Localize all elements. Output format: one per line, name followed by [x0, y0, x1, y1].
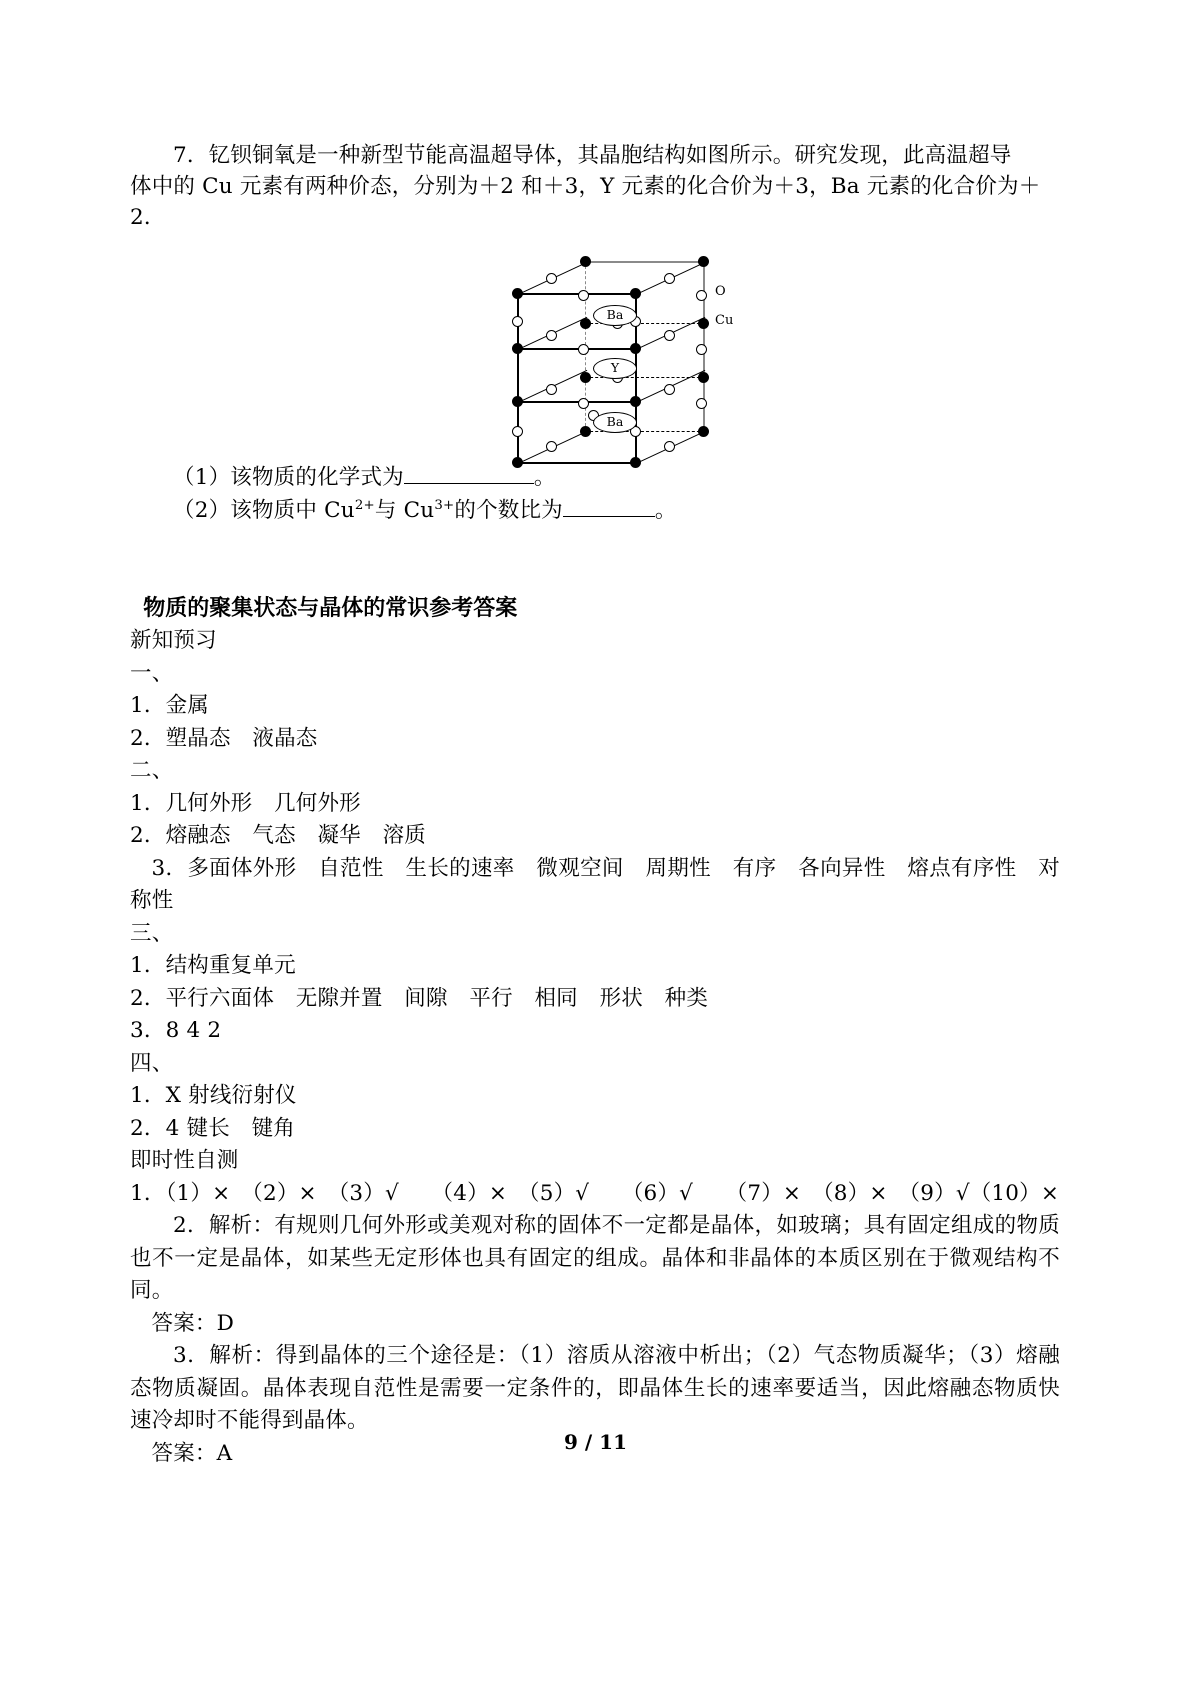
sub-question-2-prefix: （2）该物质中 Cu	[173, 498, 355, 523]
atom-o	[664, 384, 675, 395]
answers-section-label: 新知预习	[130, 628, 217, 653]
atom-cu	[580, 426, 591, 437]
atom-o	[696, 344, 707, 355]
atom-o	[546, 441, 557, 452]
answer-line: 答案：D	[151, 1310, 235, 1336]
atom-o	[578, 344, 589, 355]
answer-line: 3．多面体外形 自范性 生长的速率 微观空间 周期性 有序 各向异性 熔点有序性 对称性	[130, 855, 1060, 913]
answer-line: 1．X 射线衍射仪	[130, 1083, 297, 1108]
sub-question-2-sup-1: 2+	[354, 497, 375, 513]
cell-label-ba-top: Ba	[593, 305, 637, 326]
atom-cu	[698, 426, 709, 437]
atom-o	[546, 273, 557, 284]
sub-question-1-blank[interactable]	[404, 483, 534, 484]
atom-cu	[512, 288, 523, 299]
sub-question-1-prefix: （1）该物质的化学式为	[173, 465, 404, 490]
atom-o	[546, 384, 557, 395]
atom-cu	[512, 343, 523, 354]
atom-o	[664, 273, 675, 284]
page-footer	[0, 1430, 1191, 1454]
sub-questions-block	[130, 461, 1060, 527]
unit-cell-diagram	[475, 243, 734, 443]
question-7-line-3: 2．	[130, 205, 166, 230]
sub-question-1	[130, 461, 1060, 494]
answer-line: 二、	[130, 758, 174, 783]
answer-line: 2．平行六面体 无隙并置 间隙 平行 相同 形状 种类	[130, 985, 709, 1011]
question-7-line-2: 体中的 Cu 元素有两种价态，分别为＋2 和＋3，Y 元素的化合价为＋3，Ba 元素的化合价为＋	[130, 174, 1041, 199]
atom-cu	[580, 256, 591, 267]
cell-edge-front-layer-2	[517, 348, 637, 350]
answer-line: 2．4 键长 键角	[130, 1115, 295, 1141]
answer-line: 一、	[130, 660, 174, 686]
answer-line: 1．（1）× （2）× （3）√ （4）× （5）√ （6）√ （7）× （8）× （9）√（10）×	[130, 1180, 1060, 1206]
legend-label-cu: Cu	[715, 313, 734, 328]
atom-o	[546, 330, 557, 341]
atom-cu	[630, 457, 641, 468]
answer-line: 3．解析：得到晶体的三个途径是：（1）溶质从溶液中析出；（2）气态物质凝华；（3）熔融态物质凝固。晶体表现自范性是需要一定条件的，即晶体生长的速率要适当，因此熔融态物质快速冷却时不能得到晶体。	[130, 1343, 1060, 1433]
figure-container	[130, 243, 1060, 443]
answers-title: 物质的聚集状态与晶体的常识参考答案	[143, 595, 518, 621]
atom-cu	[630, 343, 641, 354]
section-spacer	[130, 527, 1060, 591]
page-content	[130, 140, 1060, 1470]
answer-line: 即时性自测	[130, 1148, 239, 1173]
atom-cu	[580, 318, 591, 329]
atom-cu	[698, 318, 709, 329]
atom-o	[578, 290, 589, 301]
answer-line: 四、	[130, 1050, 174, 1076]
cell-label-y: Y	[593, 358, 637, 379]
atom-cu	[512, 457, 523, 468]
sub-question-2	[130, 494, 1060, 527]
answers-section	[130, 591, 1060, 1470]
atom-o	[696, 290, 707, 301]
question-7-line-1: 7．钇钡铜氧是一种新型节能高温超导体，其晶胞结构如图所示。研究发现，此高温超导	[173, 143, 1012, 168]
atom-o	[696, 398, 707, 409]
cell-edge-front-bottom	[517, 462, 637, 464]
atom-o	[512, 316, 523, 327]
cell-edge-back-top	[585, 261, 705, 263]
sub-question-2-blank[interactable]	[563, 516, 655, 517]
question-7-block	[130, 140, 1060, 233]
atom-cu	[698, 372, 709, 383]
answer-line: 1．金属	[130, 693, 209, 718]
answer-line: 1．几何外形 几何外形	[130, 790, 361, 816]
legend-label-o: O	[715, 284, 726, 299]
sub-question-2-tail: 的个数比为	[454, 498, 563, 523]
atom-cu	[512, 396, 523, 407]
sub-question-2-suffix: 。	[654, 498, 677, 523]
atom-cu	[698, 256, 709, 267]
answer-line: 答案：A	[151, 1440, 233, 1466]
sub-question-2-sup-2: 3+	[434, 497, 455, 513]
atom-o	[578, 398, 589, 409]
page-indicator: 9 / 11	[564, 1430, 627, 1454]
answer-line: 1．结构重复单元	[130, 953, 296, 978]
atom-o	[664, 330, 675, 341]
atom-cu	[630, 396, 641, 407]
atom-o	[664, 441, 675, 452]
answer-line: 三、	[130, 920, 174, 946]
sub-question-2-mid: 与 Cu	[374, 498, 435, 523]
atom-cu	[630, 288, 641, 299]
answer-line: 2．熔融态 气态 凝华 溶质	[130, 823, 426, 848]
answer-line: 2．塑晶态 液晶态	[130, 725, 318, 751]
atom-o	[512, 426, 523, 437]
atom-cu	[580, 372, 591, 383]
cell-edge-front-layer-1	[517, 293, 637, 295]
cell-label-ba-bottom: Ba	[593, 412, 637, 433]
sub-question-1-suffix: 。	[533, 465, 556, 490]
answer-line: 3．8 4 2	[130, 1018, 222, 1043]
answer-line: 2．解析：有规则几何外形或美观对称的固体不一定都是晶体，如玻璃；具有固定组成的物质也不一定是晶体，如某些无定形体也具有固定的组成。晶体和非晶体的本质区别在于微观结构不同。	[130, 1213, 1060, 1303]
cell-edge-front-layer-3	[517, 401, 637, 403]
